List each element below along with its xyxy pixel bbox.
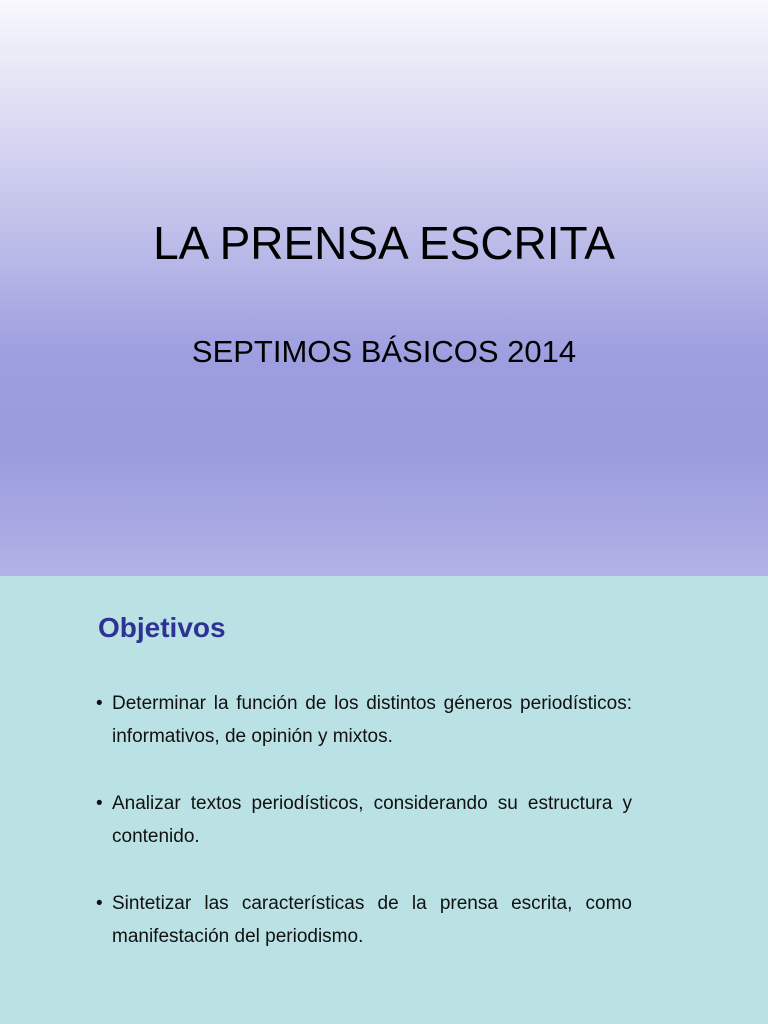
bullet-icon: • xyxy=(96,893,103,914)
list-item-text: Determinar la función de los distintos géneros periodísticos: informativos, de opinión y mixtos. xyxy=(112,693,632,747)
slide-title: LA PRENSA ESCRITA xyxy=(153,217,615,269)
objectives-slide xyxy=(0,576,768,1024)
objectives-heading: Objetivos xyxy=(98,612,226,643)
bullet-icon: • xyxy=(96,693,103,714)
list-item xyxy=(96,887,632,953)
list-item-text: Sintetizar las características de la prensa escrita, como manifestación del periodismo. xyxy=(112,893,632,947)
objectives-list xyxy=(96,687,632,987)
list-item xyxy=(96,787,632,853)
list-item-text: Analizar textos periodísticos, considerando su estructura y contenido. xyxy=(112,793,632,847)
slide-subtitle: SEPTIMOS BÁSICOS 2014 xyxy=(191,334,577,369)
bullet-icon: • xyxy=(96,793,103,814)
list-item xyxy=(96,687,632,753)
